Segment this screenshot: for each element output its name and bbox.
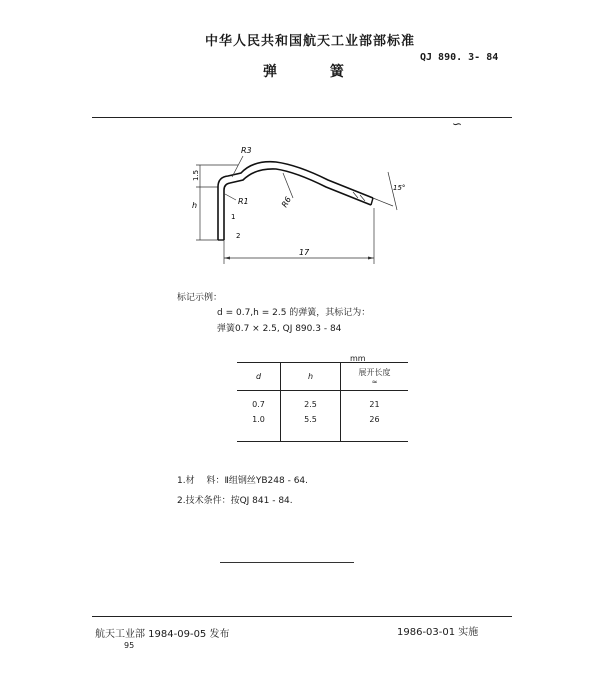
marking-line-2: 弹簧0.7 × 2.5, QJ 890.3 - 84 [217, 324, 342, 334]
hatch-line [353, 192, 358, 198]
arrow-head [368, 257, 374, 260]
header-d: d [237, 363, 281, 391]
label-length: 17 [299, 248, 310, 257]
standard-code: QJ 890. 3- 84 [420, 52, 499, 63]
label-dim-bottom: 2 [236, 232, 241, 240]
label-radius-bottom: R1 [238, 197, 249, 206]
footer-rule [92, 616, 512, 617]
angle-ref-line [373, 198, 393, 206]
leader-r6 [283, 173, 293, 198]
cell-length: 26 [341, 412, 409, 442]
cell-d: 1.0 [237, 412, 281, 442]
arrow-head [224, 257, 230, 260]
standard-title: 中华人民共和国航天工业部部标准 [205, 34, 416, 49]
marking-heading: 标记示例： [177, 293, 223, 303]
label-dim-top: 1.5 [192, 169, 200, 181]
spec-table [237, 362, 408, 442]
cell-length: 21 [369, 400, 380, 409]
header-unfolded-length-label: 展开长度 [358, 368, 391, 377]
issuer-date: 航天工业部 1984-09-05 发布 [95, 629, 230, 640]
header-unfolded-length-sub: ≈ [371, 378, 378, 386]
cell-h: 5.5 [281, 412, 341, 442]
page-number: 95 [124, 641, 135, 650]
table-row [237, 412, 408, 442]
effective-date: 1986-03-01 实施 [397, 627, 479, 638]
label-angle: 15° [393, 184, 406, 192]
cell-h: 2.5 [281, 391, 341, 413]
page-mark: ∽ [452, 117, 463, 131]
table-unit: mm [350, 354, 366, 363]
label-height: h [192, 201, 198, 210]
header-unfolded-length [341, 363, 409, 391]
header-h: h [281, 363, 341, 391]
table-header-row [237, 363, 408, 391]
spring-end-tip [371, 198, 373, 205]
header-rule [92, 117, 512, 118]
note-material: 1.材 料：Ⅱ组钢丝YB248 - 64. [177, 476, 309, 486]
marking-line-1: d = 0.7,h = 2.5 的弹簧，其标记为： [217, 308, 371, 318]
leader-r1 [225, 194, 236, 200]
document-title: 弹 簧 [263, 64, 368, 80]
label-radius-mid: R6 [279, 195, 294, 209]
spring-drawing [188, 140, 418, 275]
table-row [237, 391, 408, 413]
label-dim-small: 1 [231, 213, 236, 221]
cell-d: 0.7 [237, 391, 281, 413]
label-radius-top: R3 [241, 146, 252, 155]
note-technical-conditions: 2.技术条件：按QJ 841 - 84. [177, 496, 293, 506]
end-rule [220, 562, 354, 563]
